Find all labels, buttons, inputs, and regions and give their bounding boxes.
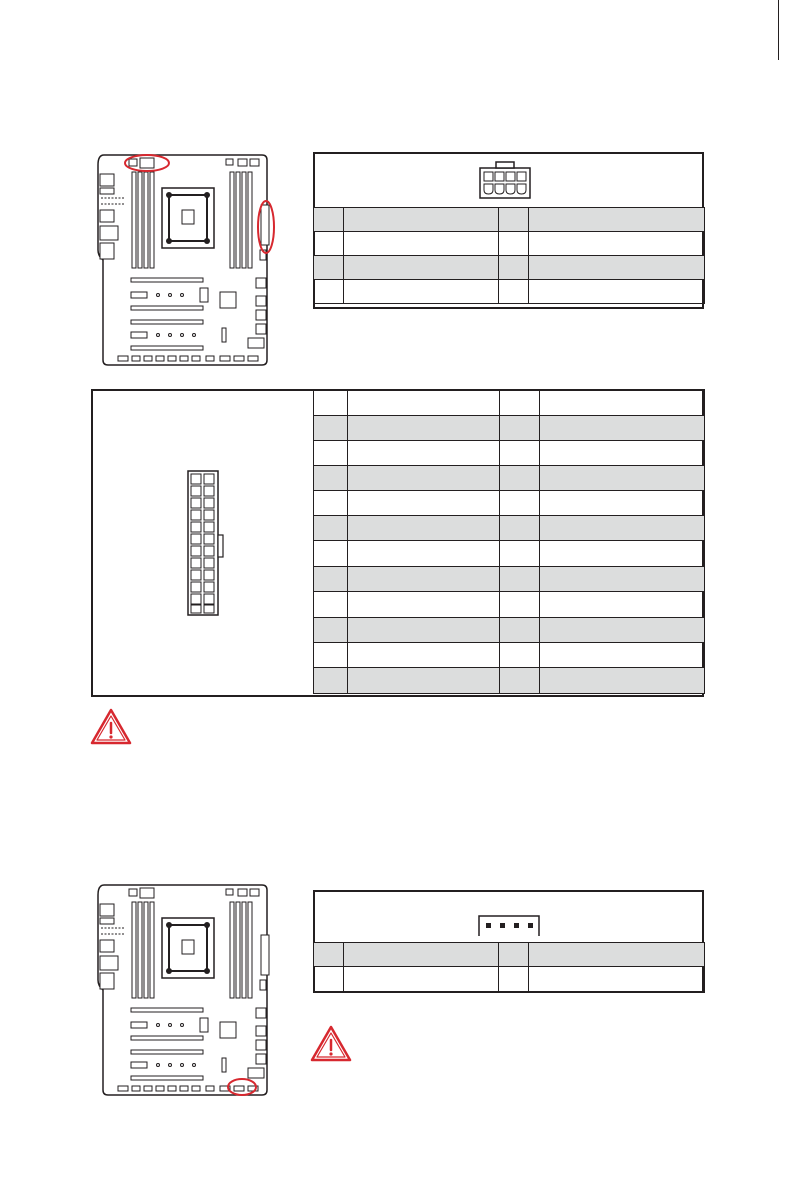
connector-8pin-icon [478, 160, 532, 200]
table-row [314, 491, 705, 516]
table-row [314, 516, 705, 541]
connector-4pin-icon [475, 910, 545, 940]
table-row [314, 967, 705, 993]
table-row [314, 541, 705, 567]
table-row [314, 643, 705, 668]
table-row [314, 232, 705, 256]
table-row [314, 256, 705, 280]
table-row [314, 466, 705, 491]
table-row [314, 668, 705, 694]
table-row [314, 618, 705, 643]
motherboard-diagram-bottom [96, 880, 276, 1100]
table-row [314, 943, 705, 967]
table-row [314, 592, 705, 618]
warning-icon [90, 708, 132, 746]
fan-pin-table [313, 942, 705, 993]
cpu-power-pin-table [313, 207, 705, 304]
table-row [314, 208, 705, 232]
table-row [314, 441, 705, 466]
table-row [314, 416, 705, 441]
table-row [314, 280, 705, 304]
motherboard-diagram-top [96, 150, 276, 370]
atx-power-pin-table [313, 389, 705, 694]
table-row [314, 567, 705, 592]
table-row [314, 390, 705, 416]
connector-24pin-icon [186, 469, 226, 617]
trim-line [778, 0, 779, 60]
warning-icon [310, 1025, 352, 1063]
